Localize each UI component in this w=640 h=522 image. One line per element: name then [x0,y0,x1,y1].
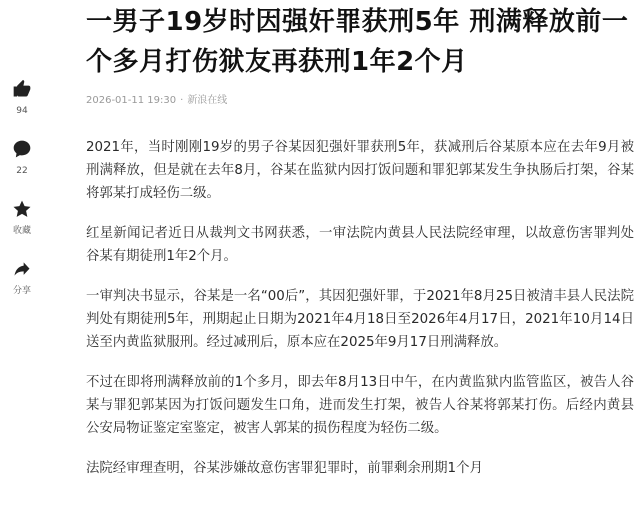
favorite-label: 收藏 [12,226,31,236]
article-title: 一男子19岁时因强奸罪获刑5年 刑满释放前一个多月打伤狱友再获刑1年2个月 [86,7,629,77]
share-button[interactable] [0,258,44,296]
watermark-overlay [512,486,632,512]
paragraph: 红星新闻记者近日从裁判文书网获悉，一审法院内黄县人民法院经审理，以故意伤害罪判处谷某有期徒刑1年2个月。 [86,226,634,264]
share-icon [11,258,33,280]
star-icon [11,198,33,220]
article-body [86,0,634,480]
favorite-button[interactable] [0,198,44,236]
comment-icon [11,138,33,160]
paragraph: 2021年，当时刚刚19岁的男子谷某因犯强奸罪获刑5年，获减刑后谷某原本应在去年9月被刑满释放，但是就在去年8月，谷某在监狱内因打饭问题和罪犯郭某发生争执肠后打架，谷某将郭某打成轻伤二级。 [86,140,634,201]
like-count: 94 [16,106,28,116]
publish-datetime: 2026-01-11 19:30 [86,95,177,106]
like-button[interactable] [0,78,44,116]
thumbs-up-icon [11,78,33,100]
paragraph: 法院经审理查明，谷某涉嫌故意伤害罪犯罪时，前罪剩余刑期1个月 [86,461,483,476]
paragraph: 一审判决书显示，谷某是一名“00后”，其因犯强奸罪，于2021年8月25日被清丰县人民法院判处有期徒刑5年，刑期起止日期为2021年4月18日至2026年4月17日，2021年10月14日送至内黄监狱服刑。经过减刑后，原本应在2025年9月17日刑满释放。 [86,289,634,350]
article-meta [86,94,634,108]
comment-button[interactable] [0,138,44,176]
paragraph: 不过在即将刑满释放前的1个多月，即去年8月13日中午，在内黄监狱内监管监区，被告人谷某与罪犯郭某因为打饭问题发生口角，进而发生打架，被告人谷某将郭某打伤。后经内黄县公安局物证鉴定室鉴定，被害人郭某的损伤程度为轻伤二级。 [86,375,634,436]
share-label: 分享 [12,286,31,296]
meta-separator: · [180,95,184,106]
source-name[interactable]: 新浪在线 [187,95,228,106]
side-action-bar [0,78,44,318]
comment-count: 22 [16,166,28,176]
